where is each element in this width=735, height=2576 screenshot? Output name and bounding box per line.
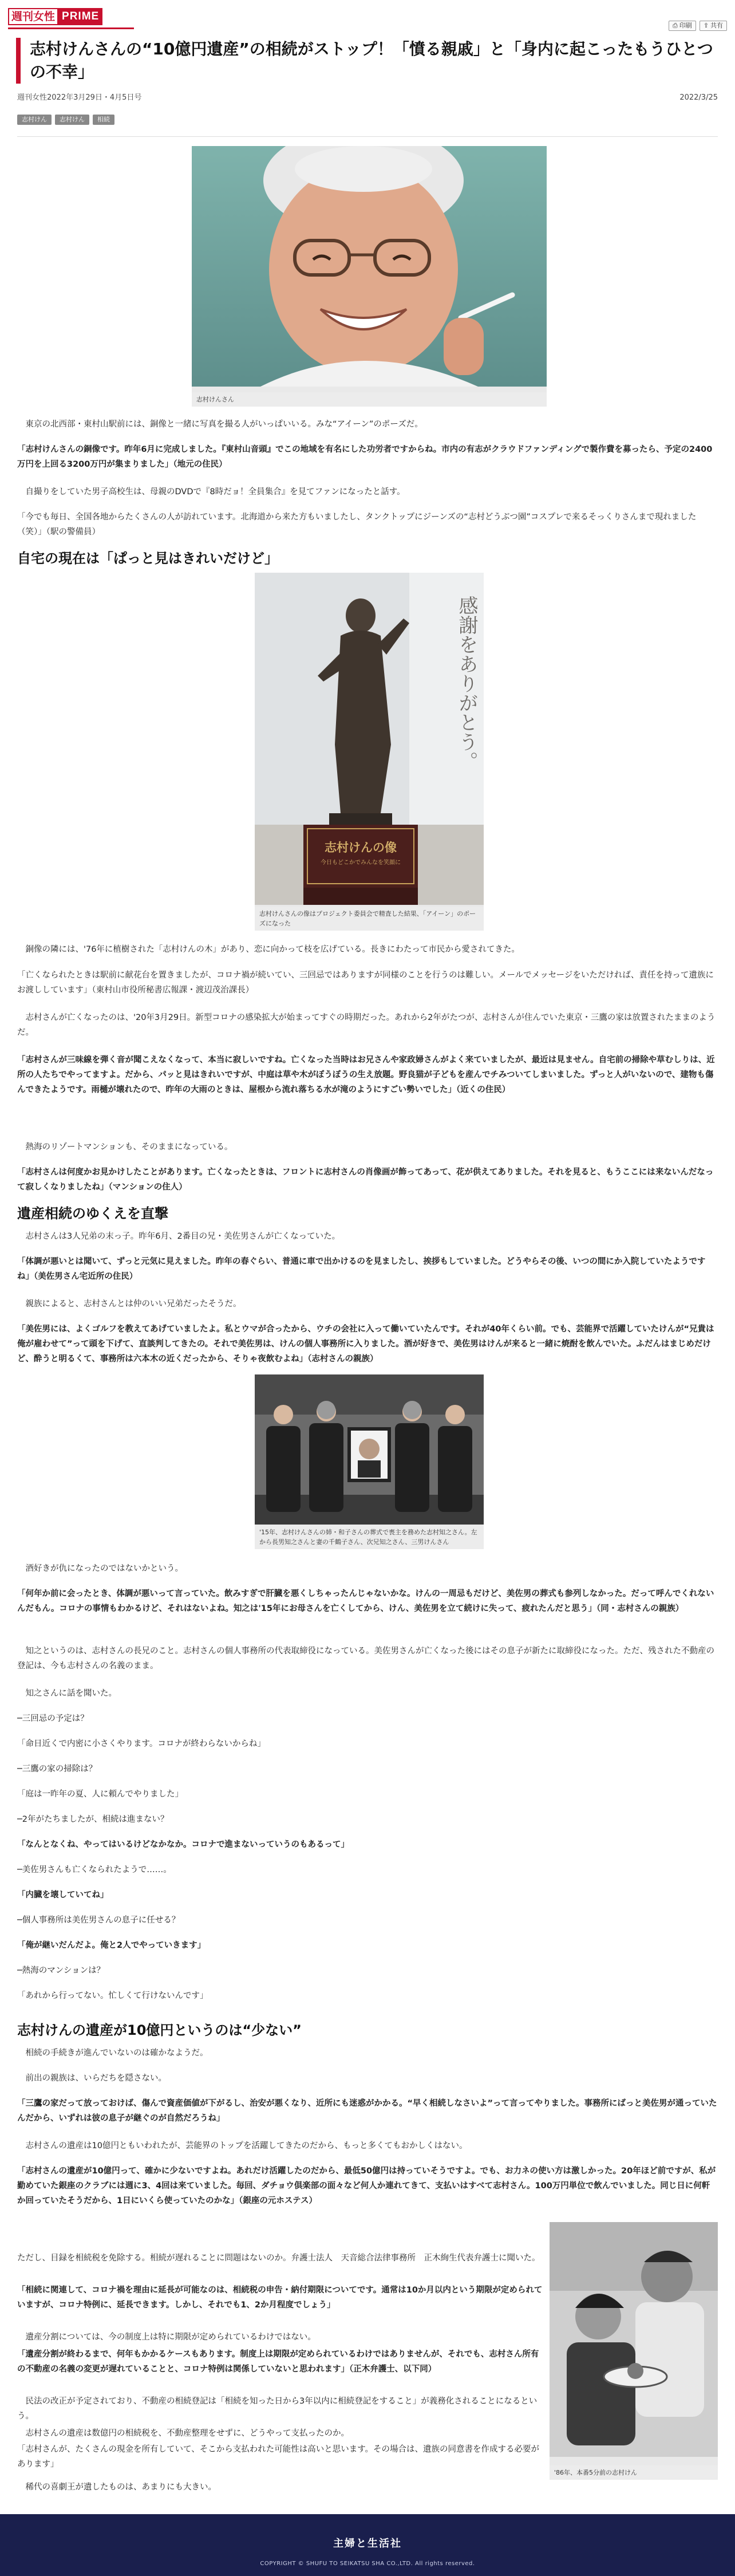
statue-image: [255, 573, 484, 905]
paragraph: 「志村さんが三味線を弾く音が聞こえなくなって、本当に寂しいですね。亡くなった当時はお兄さんや家政婦さんがよく来ていましたが、最近は見ません。自宅前の掃除や草むしりは、近所の人たちでやってますよ。だから、パッと見はきれいですが、中庭は草や木がぼうぼうの生え放題。野良猫が子どもを産んでチみついてしまいました。ずっと人がいないので、建物も傷んできたようです。雨樋が壊れたので、昨年の大雨のときは、屋根から流れ落ちる水が滝のようにすごい勢いでした」（近くの住民）: [17, 1055, 715, 1094]
tag-list: [17, 115, 114, 125]
photo-caption: '15年、志村けんさんの姉・和子さんの葬式で喪主を務めた志村知之さん。左から長男知之さんと妻の千鶴子さん、次兄知之さん、三男けんさん: [255, 1525, 484, 1549]
interview-question: ─熱海のマンションは？: [17, 1966, 105, 1975]
paragraph: 志村さんが亡くなったのは、'20年3月29日。新型コロナの感染拡大が始まってすぐの時期だった。あれから2年がたつが、志村さんが住んでいた東京・三鷹の家は放置されたままのようだ。: [17, 1013, 716, 1037]
paragraph-bold: 「遺産分割が終わるまで、何年もかかるケースもあります。制度上は期限が定められているわけではありませんが、それでも、志村さん所有の不動産の名義の変更が遅れていることと、コロナ特例は関係していないと思われます」（正木弁護士、以下同）: [17, 2350, 539, 2374]
paragraph: 「志村けんさんの銅像です。昨年6月に完成しました。『東村山音頭』でこの地域を有名にした功労者ですからね。市内の有志がクラウドファンディングで製作費を募ったら、予定の2400万円を上回る3200万円が集まりました」（地元の住民）: [17, 445, 713, 469]
paragraph: 親族によると、志村さんとは仲のいい兄弟だったそうだ。: [25, 1299, 242, 1309]
divider: [17, 136, 718, 137]
paragraph: 「志村さんは何度かお見かけしたことがあります。亡くなったときは、フロントに志村さんの肖像画が飾ってあって、花が供えてありました。それを見ると、もうここには来ないんだなって寂しくなりましたね」（マンションの住人）: [17, 1168, 714, 1192]
paragraph: 志村さんの遺産は10億円ともいわれたが、芸能界のトップを活躍してきたのだから、もっと多くてもおかしくはない。: [25, 2141, 468, 2150]
photo-caption: '86年、本番5分前の志村けん: [550, 2465, 718, 2480]
portrait-image: [192, 146, 547, 387]
paragraph: 「何年か前に会ったとき、体調が悪いって言っていた。飲みすぎで肝臓を悪くしちゃったんじゃないかな。けんの一周忌もだけど、美佐男の葬式も参列しなかった。だって呼んでくれないんだもん。コロナの事情もわかるけど、それはないよね。知之は'15年にお母さんを亡くしてから、けん、美佐男を立て続けに失って、疲れたんだと思う」（同・志村さんの親族）: [17, 1589, 714, 1613]
paragraph: 「相続に関連して、コロナ禍を理由に延長が可能なのは、相続税の申告・納付期限についてです。通常は10か月以内という期限が定められていますが、コロナ特例に、延長できます。しかし、それでも1、2か月程度でしょう」: [17, 2286, 543, 2310]
paragraph: 東京の北西部・東村山駅前には、銅像と一緒に写真を撮る人がいっぱいいる。みな“アイーン”のポーズだ。: [25, 420, 423, 429]
share-label: 共有: [710, 22, 723, 29]
photo-funeral[interactable]: [255, 1374, 484, 1549]
paragraph: 熱海のリゾートマンションも、そのままになっている。: [25, 1143, 233, 1152]
logo-text-2: PRIME: [58, 8, 102, 25]
interview-question: ─美佐男さんも亡くなられたようで……。: [17, 1865, 172, 1874]
photo-shimura-portrait[interactable]: [192, 146, 547, 407]
paragraph: 「美佐男には、よくゴルフを教えてあげていましたよ。私とウマが合ったから、ウチの会社に入って働いていたんです。それが40年くらい前。でも、芸能界で活躍していたけんが“兄貴は俺が雇わせて”って頭を下げて、直談判してきたの。それで美佐男は、けんの個人事務所に入りました。酒が好きで、美佐男はけんが来ると一緒に焼酎を飲んでいた。ふだんはまじめだけど、酔うと明るくて、事務所は六本木の近くだったから、そりゃ夜飲むよね」（志村さんの親族）: [17, 1325, 714, 1364]
paragraph: 自撮りをしていた男子高校生は、母親のDVDで『8時だョ！全員集合』を見てファンになったと話す。: [25, 487, 405, 497]
photo-1986-illustration: [550, 2222, 718, 2457]
interview-answer: 「命日近くで内密に小さくやります。コロナが終わらないからね」: [17, 1739, 266, 1748]
photo-caption: 志村けんさんの像はプロジェクト委員会で精査した結果、「アイーン」のポーズになった: [255, 907, 484, 931]
paragraph: 志村さんは3人兄弟の末っ子。昨年6月、2番目の兄・美佐男さんが亡くなっていた。: [25, 1232, 341, 1241]
logo-underline: [8, 27, 134, 29]
paragraph: 知之さんに話を聞いた。: [25, 1689, 117, 1698]
paragraph: [17, 2164, 718, 2208]
portrait-illustration: [192, 146, 547, 387]
interview-question: ─三回忌の予定は？: [17, 1714, 89, 1723]
paragraph: 「志村さんが、たくさんの現金を所有していて、そこから支払われた可能性は高いと思います。その場合は、遺族の同意書を作成する必要があります」: [17, 2445, 540, 2469]
paragraph: 遺産分割については、今の制度上は特に期限が定められているわけではない。: [25, 2333, 316, 2342]
photo-statue[interactable]: [255, 573, 484, 931]
interview-answer: 「庭は一昨年の夏、人に頼んでやりました」: [17, 1790, 183, 1799]
footer-copyright: COPYRIGHT © SHUFU TO SEIKATSU SHA CO.,LTD. All rights reserved.: [260, 2560, 475, 2567]
print-label: 印刷: [679, 22, 692, 29]
article-tools: [669, 21, 727, 31]
paragraph: 「今でも毎日、全国各地からたくさんの人が訪れています。北海道から来た方もいましたし、タンクトップにジーンズの“志村どうぶつ園”コスプレで来るそっくりさんまで現れました（笑）」（駅の警備員）: [17, 513, 697, 537]
funeral-image: [255, 1374, 484, 1525]
paragraph-bold: 「志村さんの遺産が10億円って、確かに少ないですよね。あれだけ活躍したのだから、最低50億円は持っていそうですよ。でも、お力ネの使い方は激しかった。20年ほど前ですが、私が勤めていた銀座のクラブには週に3、4回は来ていました。毎回、ダチョウ倶楽部の面々など何人か連れてきて、支払いはすべて志村さん。100万円単位で飲んでいました。同じ日に何軒か回っていたそうだから、1日にいくら使っていたのかな」（銀座の元ホステス）: [17, 2167, 716, 2205]
photo-1986[interactable]: [550, 2222, 718, 2480]
thanks-banner: 感謝をありがとう。: [455, 596, 478, 771]
paragraph: 稀代の喜劇王が遺したものは、あまりにも大きい。: [25, 2483, 216, 2492]
footer-brand[interactable]: 主婦と生活社: [333, 2538, 402, 2550]
funeral-illustration: [255, 1374, 484, 1525]
photo-1986-image: [550, 2222, 718, 2457]
site-logo[interactable]: [8, 8, 102, 25]
photo-caption: 志村けんさん: [192, 392, 547, 407]
issue-info: 週刊女性2022年3月29日・4月5日号: [17, 93, 142, 102]
article-meta: [17, 92, 718, 105]
paragraph: 「三鷹の家だって放っておけば、傷んで資産価値が下がるし、治安が悪くなり、近所にも迷惑がかかる。“早く相続しなさいよ”って言ってやりました。事務所にばっと美佐男が通っていたんだから、いずれは彼の息子が継ぐのが自然だろうね」: [17, 2099, 717, 2123]
statue-plaque-title: 志村けんの像: [325, 840, 397, 854]
paragraph: [17, 2347, 546, 2377]
share-icon: ⇪: [703, 22, 709, 29]
print-button[interactable]: [669, 21, 696, 31]
interview-question: ─2年がたちましたが、相続は進まない？: [17, 1815, 169, 1824]
section-heading: 遺産相続のゆくえを直撃: [17, 1206, 168, 1222]
interview-answer: 「内臓を壊していてね」: [17, 1890, 109, 1900]
section-heading: 志村けんの遺産が10億円というのは“少ない”: [17, 2022, 302, 2038]
paragraph: ただし、目録を相続税を免除する。相続が遅れることに問題はないのか。弁護士法人 天音総合法律事務所 正木絢生代表弁護士に聞いた。: [17, 2254, 540, 2263]
tag-link[interactable]: 相続: [93, 115, 114, 125]
tag-link[interactable]: 志村けん: [55, 115, 89, 125]
interview-answer: 「あれから行ってない。忙しくて行けないんです」: [17, 1991, 208, 2000]
share-button[interactable]: [700, 21, 727, 31]
section-heading: 自宅の現在は「ぱっと見はきれいだけど」: [17, 550, 278, 566]
site-footer: [0, 2514, 735, 2576]
statue-plaque-subtitle: 今日もどこかでみんなを笑顔に: [321, 860, 401, 866]
paragraph: 銅像の隣には、'76年に植樹された「志村けんの木」があり、恋に向かって枝を広げている。長きにわたって市民から愛されてきた。: [25, 945, 520, 954]
paragraph: 「亡くなられたときは駅前に献花台を置きましたが、コロナ禍が続いてい、三回忌ではありますが同様のことを行うのは難しい。メールでメッセージをいただければ、責任を持って遺族にお渡ししています」（東村山市役所秘書広報課・渡辺茂治課長）: [17, 971, 714, 995]
paragraph: 酒好きが仇になったのではないかという。: [25, 1564, 183, 1573]
paragraph: 前出の親族は、いらだちを隠さない。: [25, 2074, 167, 2083]
interview-answer: 「俺が継いだんだよ。俺と2人でやっていきます」: [17, 1941, 206, 1950]
tag-link[interactable]: 志村けん: [17, 115, 52, 125]
interview-question: ─個人事務所は美佐男さんの息子に任せる？: [17, 1916, 180, 1925]
print-icon: ⎙: [672, 22, 678, 29]
article-title: 志村けんさんの“10億円遺産”の相続がストップ！「憤る親戚」と「身内に起こったもうひとつの不幸」: [16, 38, 719, 84]
paragraph: 「体調が悪いとは聞いて、ずっと元気に見えました。昨年の春ぐらい、普通に車で出かけるのを見ましたし、挨拶もしていました。どうやらその後、いつの間にか入院していたようですね」（美佐男さん宅近所の住民）: [17, 1257, 706, 1281]
top-bar: [8, 8, 727, 31]
interview-question: ─三鷹の家の掃除は？: [17, 1764, 97, 1774]
logo-text-1: 週刊女性: [8, 8, 58, 25]
paragraph: 相続の手続きが進んでいないのは確かなようだ。: [25, 2049, 208, 2058]
publish-date: 2022/3/25: [679, 93, 718, 102]
paragraph: 知之というのは、志村さんの長兄のこと。志村さんの個人事務所の代表取締役になっている。美佐男さんが亡くなった後にはその息子が新たに取締役になった。ただ、残された不動産の登記は、今も志村さんの名義のまま。: [17, 1647, 714, 1671]
paragraph: 志村さんの遺産は数億円の相続税を、不動産整理をせずに、どうやって支払ったのか。: [25, 2429, 349, 2438]
paragraph: 民法の改正が予定されており、不動産の相続登記は「相続を知った日から3年以内に相続登記をすること」が義務化されることになるという。: [17, 2397, 538, 2421]
interview-answer: 「なんとなくね、やってはいるけどなかなか。コロナで進まないっていうのもあるって」: [17, 1840, 349, 1849]
